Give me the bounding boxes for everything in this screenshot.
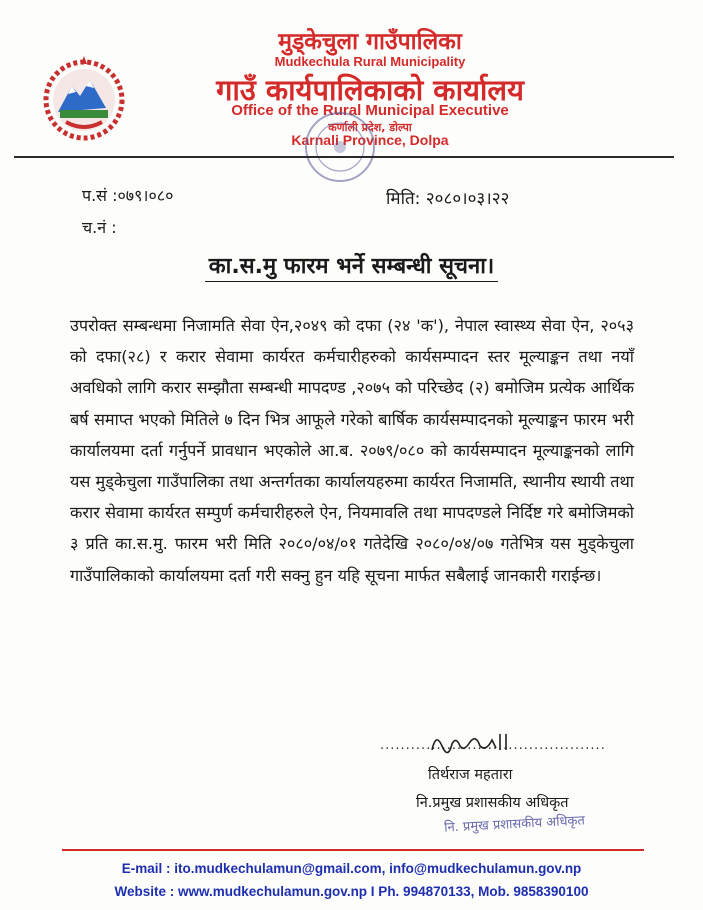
office-name-en: Office of the Rural Municipal Executive (231, 102, 509, 119)
signatory-name: तिर्थराज महतारा (428, 767, 513, 783)
municipality-name-np: मुड्केचुला गाउँपालिका (278, 29, 462, 55)
letterhead (0, 0, 703, 160)
municipality-name-en: Mudkechula Rural Municipality (274, 54, 466, 69)
province-np: कर्णाली प्रदेश, डोल्पा (328, 121, 412, 134)
subject-heading (0, 250, 703, 280)
subject-text: का.स.मु फारम भर्ने सम्बन्धी सूचना। (205, 254, 498, 282)
footer-website: Website : www.mudkechulamun.gov.np I Ph. 994870133, Mob. 9858390100 (114, 884, 589, 899)
signature-dots: ............................................ (380, 738, 606, 753)
signature-mark (426, 728, 526, 758)
footer-divider (62, 849, 644, 851)
reference-number: प.सं :०७९।०८० (82, 186, 174, 205)
dispatch-number: च.नं : (82, 218, 117, 237)
notice-body: उपरोक्त सम्बन्धमा निजामति सेवा ऐन,२०४९ को दफा (२४ 'क'), नेपाल स्वास्थ्य सेवा ऐन, २०५३ को दफा(२८) र करार सेवामा कार्यरत कर्मचारीहरुको कार्यसम्पादन स्तर मूल्याङ्कन तथा नयाँ अवधिको लागि करार सम्झौता सम्बन्धी मापदण्ड ,२०७५ को परिच्छेद (२) बमोजिम प्रत्येक आर्थिक बर्ष समाप्त भएको मितिले ७ दिन भित्र आफूले गरेको बार्षिक कार्यसम्पादनको मूल्याङ्कन फारम भरी कार्यालयमा दर्ता गर्नुपर्ने प्रावधान भएकोले आ.ब. २०७९/०८० को कार्यसम्पादन मूल्याङ्कनको लागि यस मुड्केचुला गाउँपालिका तथा अन्तर्गतका कार्यालयहरुमा कार्यरत निजामति, स्थानीय स्थायी तथा करार सेवामा कार्यरत सम्पुर्ण कर्मचारीहरुले ऐन, नियमावलि तथा मापदण्डले निर्दिष्ट गरे बमोजिमको ३ प्रति का.स.मु. फारम भरी मिति २०८०/०४/०१ गतेदेखि २०८०/०४/०७ गतेभित्र यस मुड्केचुला गाउँपालिकाको कार्यालयमा दर्ता गरी सक्नु हुन यहि सूचना मार्फत सबैलाई जानकारी गराईन्छ। (70, 316, 634, 585)
header-divider (14, 156, 674, 158)
province-en: Karnali Province, Dolpa (291, 132, 449, 148)
designation-stamp: नि. प्रमुख प्रशासकीय अधिकृत (443, 813, 586, 836)
signatory-title: नि.प्रमुख प्रशासकीय अधिकृत (416, 795, 569, 811)
office-stamp-icon (300, 108, 380, 186)
office-name-np: गाउँ कार्यपालिकाको कार्यालय (216, 73, 524, 107)
footer-contact: E-mail : ito.mudkechulamun@gmail.com, info@mudkechulamun.gov.np (121, 861, 582, 876)
letter-date: मिति: २०८०।०३।२२ (386, 189, 510, 209)
